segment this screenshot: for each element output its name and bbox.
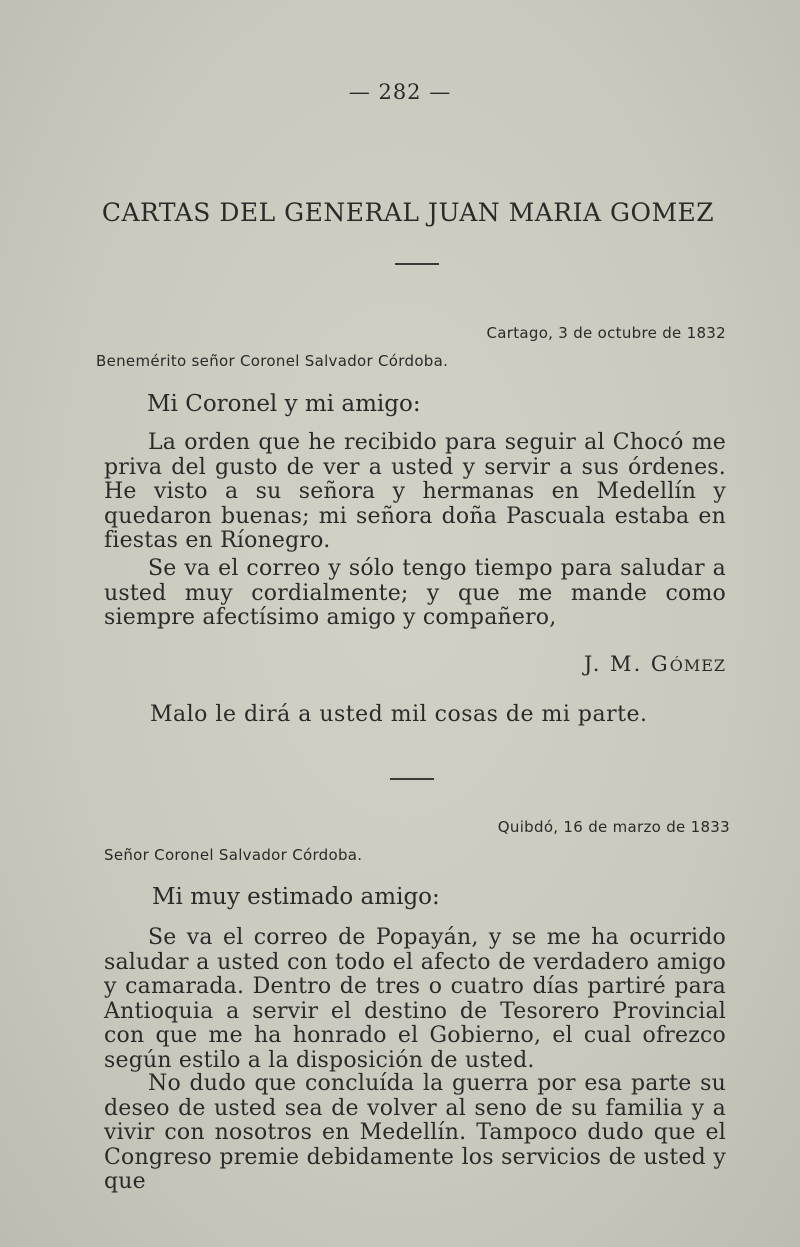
letter1-signature [584,652,726,676]
letter2-paragraph-2-text: No dudo que concluída la guerra por esa parte su deseo de usted sea de volver al seno de su familia y a vivir con nosotros en Medellín. Tampoco dudo que el Congreso premie debidamente los servicios de usted y que [104,1071,726,1194]
letter1-paragraph-1-text: La orden que he recibido para seguir al Chocó me priva del gusto de ver a usted y servir a sus órdenes. He visto a su señora y hermanas en Medellín y quedaron buenas; mi señora doña Pascuala estaba en fiestas en Ríonegro. [104,430,726,553]
title-divider [395,263,439,265]
letter2-paragraph-2 [104,1072,726,1195]
letter2-addressee: Señor Coronel Salvador Córdoba. [104,846,363,864]
page-number: — 282 — [348,80,452,104]
letter2-paragraph-1-text: Se va el correo de Popayán, y se me ha ocurrido saludar a usted con todo el afecto de verdadero amigo y camarada. Dentro de tres o cuatro días partiré para Antioquia a servir el destino de Tesorero Provincial con que me ha honrado el Gobierno, el cual ofrezco según estilo a la disposición de usted. [104,925,726,1073]
letter1-addressee: Benemérito señor Coronel Salvador Córdoba. [96,352,449,370]
signature-surname: ÓMEZ [669,656,726,675]
letter1-paragraph-1 [104,431,726,554]
section-divider [390,778,434,780]
signature-initials: J. M. G [583,652,670,676]
letter1-postscript: Malo le dirá a usted mil cosas de mi parte. [150,702,648,727]
letter2-paragraph-1 [104,926,726,1073]
letter1-paragraph-2-text: Se va el correo y sólo tengo tiempo para saludar a usted muy cordialmente; y que me mande como siempre afectísimo amigo y compañero, [104,556,726,630]
letter2-salutation: Mi muy estimado amigo: [152,884,440,910]
letter1-paragraph-2 [104,557,726,631]
letter1-salutation: Mi Coronel y mi amigo: [147,391,421,417]
letter1-place-date: Cartago, 3 de octubre de 1832 [486,324,726,342]
chapter-title: CARTAS DEL GENERAL JUAN MARIA GOMEZ [101,198,715,227]
letter2-place-date: Quibdó, 16 de marzo de 1833 [497,818,730,836]
